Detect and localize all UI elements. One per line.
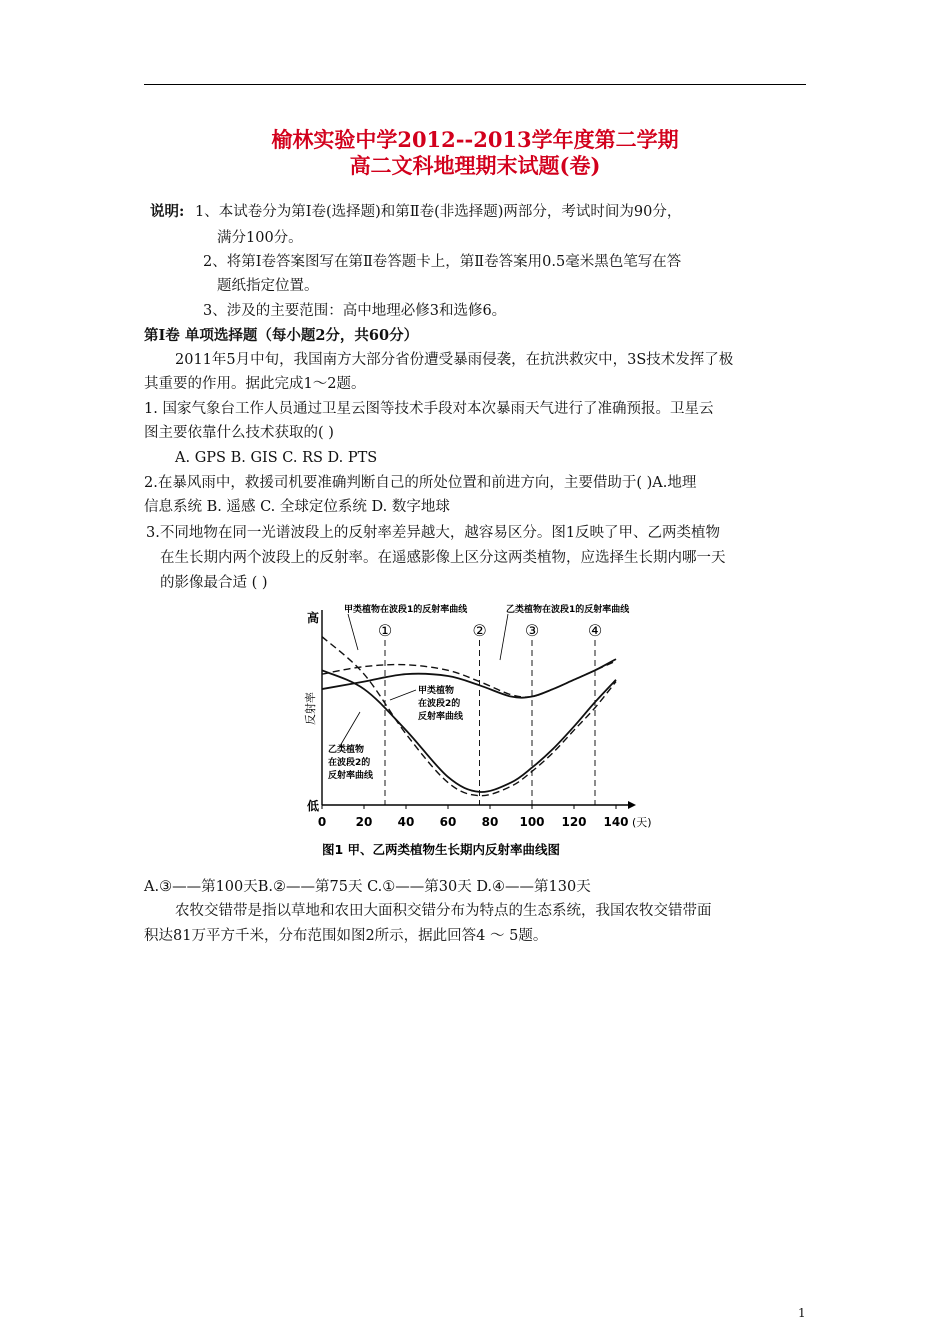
section-heading: 第Ⅰ卷 单项选择题（每小题2分，共60分）	[144, 327, 419, 344]
notes-label: 说明:	[150, 203, 185, 220]
label-a-band2-line3: 反射率曲线	[418, 712, 464, 722]
question-1b: 图主要依靠什么技术获取的( )	[144, 425, 334, 441]
x-tick-label: 20	[355, 815, 373, 829]
x-tick-label: 0	[317, 815, 327, 829]
label-b-band2-line1: 乙类植物	[328, 745, 365, 755]
x-tick-label: 60	[439, 815, 457, 829]
note-2b: 题纸指定位置。	[217, 278, 319, 294]
note-1b: 满分100分。	[217, 230, 303, 246]
label-a-band1: 甲类植物在波段1的反射率曲线	[344, 605, 468, 615]
section2-intro-b: 积达81万平方千米，分布范围如图2所示，据此回答4 ～ 5题。	[144, 928, 548, 944]
y-high-label: 高	[307, 611, 320, 625]
note-2a: 2、将第Ⅰ卷答案图写在第Ⅱ卷答题卡上，第Ⅱ卷答案用0.5毫米黑色笔写在答	[203, 254, 682, 270]
series-line-1	[322, 659, 616, 698]
question-3a: 3.不同地物在同一光谱波段上的反射率差异越大，越容易区分。图1反映了甲、乙两类植物	[146, 525, 721, 541]
page-number: 1	[798, 1306, 806, 1320]
x-tick-label: 80	[481, 815, 499, 829]
question-3b: 在生长期内两个波段上的反射率。在遥感影像上区分这两类植物，应选择生长期内哪一天	[160, 550, 726, 566]
y-low-label: 低	[307, 799, 320, 813]
x-tick-label: 100	[519, 815, 545, 829]
x-tick-label: 40	[397, 815, 415, 829]
note-1a: 1、本试卷分为第Ⅰ卷(选择题)和第Ⅱ卷(非选择题)两部分，考试时间为90分，	[195, 204, 682, 220]
section-intro-b: 其重要的作用。据此完成1～2题。	[144, 376, 366, 392]
day-marker-label: ④	[587, 621, 603, 640]
day-marker-label: ②	[472, 621, 487, 640]
day-marker-label: ①	[377, 621, 393, 640]
x-unit-label: (天)	[632, 816, 652, 829]
question-1-options: A. GPS B. GIS C. RS D. PTS	[175, 450, 378, 466]
exam-subtitle: 高二文科地理期末试题(卷)	[349, 153, 601, 178]
x-tick-label: 120	[561, 815, 587, 829]
y-axis-label: 反射率	[304, 692, 317, 725]
label-a-band2-line1: 甲类植物	[418, 686, 455, 696]
exam-title: 榆林实验中学2012--2013学年度第二学期	[271, 127, 679, 152]
question-3-options: A.③——第100天B.②——第75天 C.①——第30天 D.④——第130天	[144, 879, 591, 895]
label-b-band1: 乙类植物在波段1的反射率曲线	[506, 605, 630, 615]
section-intro-a: 2011年5月中旬，我国南方大部分省份遭受暴雨侵袭，在抗洪救灾中，3S技术发挥了极	[175, 352, 734, 368]
question-1a: 1. 国家气象台工作人员通过卫星云图等技术手段对本次暴雨天气进行了准确预报。卫星云	[144, 401, 714, 417]
figure-caption: 图1 甲、乙两类植物生长期内反射率曲线图	[322, 842, 561, 857]
question-2a: 2.在暴风雨中，救援司机要准确判断自己的所处位置和前进方向，主要借助于( )A.地理	[144, 475, 697, 491]
note-3: 3、涉及的主要范围：高中地理必修3和选修6。	[203, 303, 507, 319]
day-marker-label: ③	[524, 621, 540, 640]
header-rule	[144, 84, 806, 85]
label-a-band2-line2: 在波段2的	[418, 699, 461, 709]
question-2b: 信息系统 B. 遥感 C. 全球定位系统 D. 数字地球	[144, 499, 450, 515]
question-3c: 的影像最合适 ( )	[160, 575, 268, 591]
figure-1	[298, 600, 663, 865]
label-b-band2-line3: 反射率曲线	[328, 771, 374, 781]
label-b-band2-line2: 在波段2的	[328, 758, 371, 768]
section2-intro-a: 农牧交错带是指以草地和农田大面积交错分布为特点的生态系统，我国农牧交错带面	[175, 903, 712, 919]
x-tick-label: 140	[603, 815, 629, 829]
